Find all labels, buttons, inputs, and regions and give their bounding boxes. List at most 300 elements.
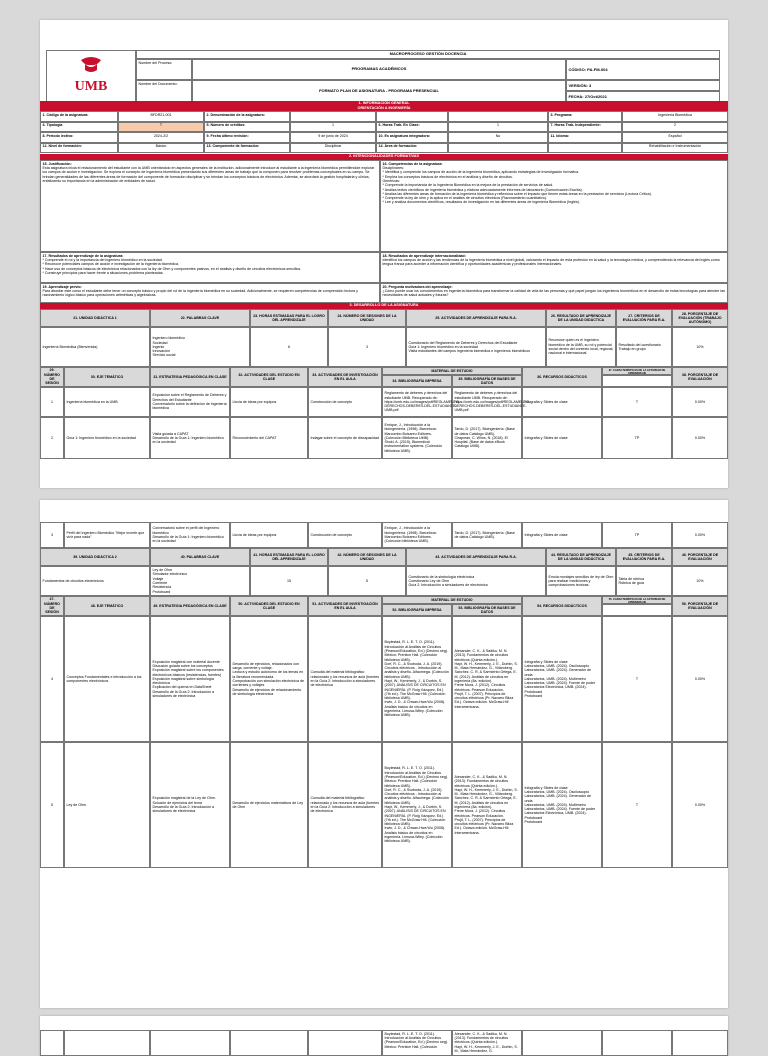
- session-row-4-inv-text: Consulta del material bibliográfico relacionado y los recursos de aula (fuentes en la Guía 2: Introducción a simuladores de electrónica: [310, 670, 380, 688]
- general-label-0-2-text: 2. Denominación de la asignatura:: [206, 112, 265, 117]
- justificacion-title: 15. Justificación:: [42, 161, 72, 166]
- unit1-cell-6: [616, 327, 672, 367]
- session1-header-2: [150, 367, 230, 387]
- session-row-2-act-text: Reconocimiento del CAPAT: [232, 435, 277, 440]
- session-row-1-rec-text: Infografía y Slides de clase: [524, 399, 568, 404]
- unit1-header-7: [672, 309, 728, 327]
- unit1-header-3: [328, 309, 406, 327]
- unit2-cell-4: [406, 566, 546, 596]
- competencias-title: 16. Competencias de la asignatura:: [382, 161, 443, 166]
- unit1-header-0-text: 21. UNIDAD DIDÁCTICA 1: [73, 315, 117, 320]
- session-row-3-inv: [308, 522, 382, 548]
- session2-header-0-text: 47. NÚMERO DE SESIÓN: [44, 597, 60, 615]
- general-label-3-2: [204, 143, 290, 154]
- session-row-5-bib-text: Boylestad, R. L. E. T. O. (2011). Introducción al Análisis de Circuitos (Pearson/Education, Ed.) (Decimo seg). México: Prentice Hall. (Colección biblioteca UMB). Dorf, R. C., & Svoboda, J. A. (2019). Circuitos eléctricos - Introducción al análisis y diseño. Alfaomega. (Colección biblioteca UMB). Hayt, W., Kemmerly, J., & Durbin, S. (2007). ANÁLISIS DE CIRCUITOS EN INGENIERÍA. (P. Roig Vázquez, Ed.) (7th ed.). The McGraw Hill. (Colección biblioteca UMB). Irwin, J. D., & Chwan-Hwa Wu (2008). Análisis básico de circuitos en ingeniería. Limusa-Wiley. (Colección biblioteca UMB).: [384, 766, 449, 844]
- umb-logo: [63, 56, 119, 96]
- general-value-2-1: [118, 132, 204, 143]
- general-value-2-1-text: 2024-2/2: [153, 133, 169, 138]
- session2-header-4: [308, 596, 382, 616]
- unit2-header-1: [150, 548, 250, 566]
- session-row-2-inv: [308, 417, 382, 459]
- unit2-cell-5: [546, 566, 616, 596]
- session2-header-8: [522, 596, 602, 616]
- unit1-header-4: [406, 309, 546, 327]
- session-row-2-estr: [150, 417, 230, 459]
- session-row-1-estr: [150, 387, 230, 417]
- general-value-3-1-text: Básico: [155, 144, 167, 149]
- apoyo-text: Para abordar este curso el estudiante debe tener un concepto básico y propio del rol de la ingeniería biomédica en su sociedad. Adicionalmente, se requieren competencias de comprensión lectora y razonamiento lógico básico para operaciones aritméticas y algebraicas.: [42, 289, 358, 298]
- general-label-3-2-text: 13. Componente de formación:: [206, 144, 260, 149]
- unit2-header-2-text: 41. HORAS ESTIMADAS PARA EL LOGRO DEL APRENDIZAJE: [253, 552, 325, 561]
- session2-header-material: [382, 596, 522, 604]
- unit2-cell-0: [40, 566, 150, 596]
- session1-header-9: [602, 367, 672, 375]
- general-value-3-3: [290, 143, 376, 154]
- session1-header-4-text: 33. ACTIVIDADES DE INVESTIGACIÓN EN EL AULA: [312, 372, 378, 381]
- session-row-5-eje-text: Ley de Ohm: [66, 802, 87, 807]
- internacionalidad-title: 18. Resultados de aprendizaje internacionalidad:: [382, 253, 466, 258]
- justificacion-text: Esta asignatura inicia el relacionamiento del estudiante con la UMB orientándolo en aspectos generales de la institución, adicionalmente introduce al estudiante a la ingeniería biomédica permitiéndole explorar los campos de acción e investigación. Se explora el concepto de Ingeniería biomédica presentando sus diferentes áreas de trabajo que la componen para resolver problemas conceptuales en su campo. Se brindan generalidades de las diferentes áreas de formación del componente de formación disciplinar y se brindan los conceptos básicos de electrónica. Además, se abordará la gestión hospitalaria y clínica, enfatizando su importancia en la administración de entidades de salud.: [42, 166, 375, 183]
- session2-header-9-text: 55. CARACTERÍSTICAS DE LA ACTIVIDAD DE APRENDIZAJE: [608, 597, 666, 604]
- session1-header-9-sub: [602, 375, 672, 387]
- general-value-2-5: [448, 132, 548, 143]
- session-row-6-act: [230, 1030, 308, 1056]
- unit1-cell-2: [250, 327, 328, 367]
- session-row-6-pct: [672, 1030, 728, 1056]
- session-row-4-act: [230, 616, 308, 742]
- session-row-4-n-text: 4: [51, 676, 53, 681]
- session-row-4-eje-text: Conceptos Fundamentales e introducción a los componentes electrónicos: [66, 674, 142, 683]
- unit2-header-row: [40, 548, 728, 566]
- session-row-6-estr: [150, 1030, 230, 1056]
- unit1-cell-5: [546, 327, 616, 367]
- session2-header-8-text: 54. RECURSOS DIDÁCTICOS: [537, 603, 587, 608]
- session-row-2-car-text: TP: [634, 435, 640, 440]
- session1-header-6-text: 34. BIBLIOGRAFÍA IMPRESA: [392, 378, 442, 383]
- session1-header-1-text: 30. EJE TEMÁTICO: [90, 374, 124, 379]
- session2-header-6: [382, 604, 452, 616]
- general-label-0-0: [40, 111, 118, 122]
- session-row-4-bdd: [452, 616, 522, 742]
- page-1: [40, 20, 728, 488]
- general-value-0-7-text: Ingeniería Biomédica: [658, 112, 692, 117]
- unit2-cell-1-text: Ley de Ohm Simulador electrónico Voltaje Corriente Resistencia Protoboard: [152, 568, 188, 594]
- unit1-data-row: [40, 327, 728, 367]
- general-label-2-4: [376, 132, 448, 143]
- session1-header-7: [452, 375, 522, 387]
- unit2-cell-3-text: 5: [366, 578, 368, 583]
- general-value-0-7: [622, 111, 728, 122]
- competencias-cell: [380, 160, 728, 252]
- unit2-cell-2-text: 15: [287, 578, 291, 583]
- unit1-header-2: [250, 309, 328, 327]
- unit2-header-5: [546, 548, 616, 566]
- internacionalidad-cell: [380, 252, 728, 283]
- general-value-2-3-text: 9 de junio de 2024: [318, 133, 348, 138]
- session-row-6-bib-text: Boylestad, R. L. E. T. O. (2011). Introducción al Análisis de Circuitos (Pearson/Education, Ed.) (Decimo seg). México: Prentice Hall. (Colección: [384, 1031, 449, 1049]
- general-value-0-1-text: BFDR21-001: [150, 112, 172, 117]
- pregunta-title: 20. Pregunta motivadora del aprendizaje:: [382, 284, 453, 289]
- session2-header-10: [672, 596, 728, 616]
- session2-header-2-text: 49. ESTRATEGIA PEDAGÓGICA EN CLASE: [153, 603, 227, 608]
- general-label-2-6: [548, 132, 622, 143]
- session2-header-7-text: 53. BIBLIOGRAFÍA DE BASES DE DATOS: [458, 605, 516, 614]
- session-row-5-act-text: Desarrollo de ejercicios matemáticos de Ley de Ohm: [232, 800, 304, 809]
- session-row-2-n-text: 2: [51, 435, 53, 440]
- unit2-header-7: [672, 548, 728, 566]
- session-row-3-bib-text: Enrique, J., Introducción a la bioingeniería. (1998). Barcelona: Marcombo Boixareu Editores. (Colección biblioteca UMB).: [384, 526, 437, 544]
- session1-header-8-text: 36. RECURSOS DIDÁCTICOS: [537, 374, 587, 379]
- session-row-3-pct-text: 0.00%: [694, 532, 706, 537]
- session-row-3-bdd: [452, 522, 522, 548]
- session-row-2-bib-text: Enrique, J., Introducción a la bioingeniería. (1998). Barcelona: Marcombo Boixareu Editores. (Colección Biblioteca UMB). Shukl, A. (2015), Biomedical instrumentation systems. (Colección biblioteca UMB).: [384, 422, 443, 453]
- session1-header-7-text: 35. BIBLIOGRAFÍA DE BASES DE DATOS: [458, 376, 516, 385]
- session-row-1-inv-text: Construcción de concepto: [310, 399, 353, 404]
- unit2-header-6-text: 45. CRITERIOS DE EVALUACIÓN PARA R.A.: [622, 552, 666, 561]
- session-row-2-rec: [522, 417, 602, 459]
- general-label-2-0-text: 8. Periodo lectivo:: [42, 133, 74, 138]
- unit2-cell-1: [150, 566, 250, 596]
- general-value-2-7: [622, 132, 728, 143]
- proceso-label: Nombre del Proceso:: [136, 59, 192, 80]
- general-label-1-4: [376, 122, 448, 133]
- unit2-cell-6: [616, 566, 672, 596]
- general-label-3-4-text: 14. Área de formación:: [378, 144, 418, 149]
- session-row-1-eje: [64, 387, 150, 417]
- general-banner-text: 1. INFORMACIÓN GENERAL: [358, 101, 410, 105]
- unit1-cell-1: [150, 327, 250, 367]
- general-label-1-2-text: 5. Número de créditos:: [206, 123, 246, 128]
- unit1-cell-4: [406, 327, 546, 367]
- session-row-2-rec-text: Infografía y Slides de clase: [524, 435, 568, 440]
- session-row-1-bib-text: Reglamento de deberes y derechos del estudiante UMB. Recuperado de: https://umb.edu.co/images/pdf/REGLAMENTO-DERECHOS-DEBERES-DEL-ESTUDIANTE-UMB.pdf: [384, 391, 460, 413]
- session2-header-2: [150, 596, 230, 616]
- apoyo-title: 19. Aprendizaje previo:: [42, 284, 82, 289]
- general-value-2-3: [290, 132, 376, 143]
- unit1-cell-3-text: 3: [366, 344, 368, 349]
- session1-header-10-text: 38. PORCENTAJE DE EVALUACIÓN: [681, 372, 719, 381]
- session2-header-9-sub: [602, 604, 672, 616]
- general-label-2-2-text: 9. Fecha último revisión:: [206, 133, 249, 138]
- session2-header-1-text: 48. EJE TEMÁTICO: [90, 603, 124, 608]
- pregunta-cell: [380, 283, 728, 303]
- session-row-5-bdd: [452, 742, 522, 868]
- session-row-5-estr-text: Exposición magistral de la Ley de Ohm. Solución de ejercicios del tema Desarrollo de la Guía 2: Introducción a simuladores de electrónica: [152, 796, 216, 814]
- session1-header-10: [672, 367, 728, 387]
- session-row-3-n-text: 3: [51, 532, 53, 537]
- session2-header-row: [40, 596, 728, 616]
- internacionalidad-text: Identifica los campos de acción y las tendencias de la ingeniería biomédica a nivel global, valorando el impacto de esta profesión en la salud y la tecnología médica, y comprendiendo la relevancia del inglés como lengua franca para acceder a información científica y oportunidades académicas y profesionales internacionales.: [382, 258, 720, 267]
- session2-header-10-text: 56. PORCENTAJE DE EVALUACIÓN: [681, 601, 719, 610]
- session-row-5-bdd-text: Alexander, C. K., & Sadiku, M. N. (2013). Fundamentos de circuitos eléctricos (Quinta edición.). Hayt, W. H., Kemmerly, J. E., Durbin, S. M., Mata Hernández, G., Villaroberg. Sánchez, C. R. & Sarmiento Ortega, E. M. (2012). Análisis de circuitos en ingeniería (8a. edición). Freire Mora, J. (2012). Circuitos eléctricos. Pearson Educación. Prujit, T. L. (2007). Principios de circuitos eléctricos (Pr. Navarro Bitza Ed.). Octava edición. McGraw-Hill Interamericana.: [454, 774, 518, 835]
- session-row-6-eje: [64, 1030, 150, 1056]
- documento-value-text: FORMATO PLAN DE ASIGNATURA - PROGRAMA PRESENCIAL: [319, 87, 439, 93]
- unit1-cell-1-text: Ingeniero biomédico Sociedad Ingenio Innovación Servicio social: [152, 336, 185, 358]
- session-row-5-inv: [308, 742, 382, 868]
- unit2-header-3: [328, 548, 406, 566]
- unit1-header-2-text: 23. HORAS ESTIMADAS PARA EL LOGRO DEL APRENDIZAJE: [253, 313, 325, 322]
- unit2-header-6: [616, 548, 672, 566]
- macroproceso-title: MACROPROCESO GESTIÓN DOCENCIA: [136, 50, 720, 59]
- session-row-6-bdd-text: Alexander, C. K., & Sadiku, M. N. (2013). Fundamentos de circuitos eléctricos (Quinta edición.). Hayt, W. H., Kemmerly, J. E., Durbin, S. M., Mata Hernández, G.: [454, 1031, 518, 1053]
- session1-header-0: [40, 367, 64, 387]
- unit1-header-7-text: 28. PORCENTAJE DE EVALUACIÓN (TRABAJO AUTÓNOMO): [678, 311, 722, 325]
- unit2-cell-7-text: 10%: [696, 578, 704, 583]
- session6-row-partial: [40, 1030, 728, 1056]
- general-label-3-0: [40, 143, 118, 154]
- session-row-5-act: [230, 742, 308, 868]
- session-row-4-eje: [64, 616, 150, 742]
- session-row-4-car-text: T: [635, 676, 639, 681]
- documento-value: [192, 80, 566, 102]
- general-label-1-2: [204, 122, 290, 133]
- session-row-3-act-text: Lluvia de ideas por equipos: [232, 532, 277, 537]
- unit1-cell-5-text: Reconoce quién es el ingeniero biomédico de la UMB, su rol y potencial social dentro del contexto local, regional, nacional e internacional.: [548, 338, 614, 356]
- general-value-0-3: [290, 111, 376, 122]
- general-label-1-6: [548, 122, 622, 133]
- session1-header-8: [522, 367, 602, 387]
- session-row-3-estr-text: Conversatorio sobre el perfil del Ingeniero biomédico Desarrollo de la Guía 1: Ingeniero biomédico en la sociedad: [152, 526, 224, 544]
- session-row-2-eje: [64, 417, 150, 459]
- general-value-3-1: [118, 143, 204, 154]
- session1-header-0-text: 29. NÚMERO DE SESIÓN: [44, 368, 60, 386]
- session-row-1-n-text: 1: [51, 399, 53, 404]
- general-label-2-2: [204, 132, 290, 143]
- session1-header-2-text: 31. ESTRATEGIA PEDAGÓGICA EN CLASE: [153, 374, 227, 379]
- general-value-2-5-text: No: [495, 133, 501, 138]
- unit2-cell-3: [328, 566, 406, 596]
- session-row-4-bib-text: Boylestad, R. L. E. T. O. (2011). Introducción al Análisis de Circuitos (Pearson/Education, Ed.) (Decimo seg). México: Prentice Hall. (Colección biblioteca UMB). Dorf, R. C., & Svoboda, J. A. (2019). Circuitos eléctricos - Introducción al análisis y diseño. Alfaomega. (Colección biblioteca UMB). Hayt, W., Kemmerly, J., & Durbin, S. (2007). ANÁLISIS DE CIRCUITOS EN INGENIERÍA. (P. Roig Vázquez, Ed.) (7th ed.). The McGraw Hill. (Colección biblioteca UMB). Irwin, J. D., & Chwan-Hwa Wu (2008). Análisis básico de circuitos en ingeniería. Limusa-Wiley. (Colección biblioteca UMB).: [384, 640, 449, 718]
- unit2-header-4-text: 43. ACTIVIDADES DE APRENDIZAJE PARA R.A.: [435, 554, 517, 559]
- general-value-1-3: [290, 122, 376, 133]
- session-row-2-pct: [672, 417, 728, 459]
- session-row-2-pct-text: 0.00%: [694, 435, 706, 440]
- version: VERSIÓN: 3: [566, 80, 720, 91]
- general-label-0-0-text: 1. Código de la asignatura:: [42, 112, 89, 117]
- general-label-1-0: [40, 122, 118, 133]
- general-label-2-0: [40, 132, 118, 143]
- session-row-3-eje-text: Perfil del Ingeniero Biomédico "Mejor invertir que vivir para nada": [66, 530, 145, 539]
- session2-header-1: [64, 596, 150, 616]
- logo-text: UMB: [74, 79, 108, 94]
- general-value-3-3-text: Disciplinar: [324, 144, 342, 149]
- session-row-1-pct: [672, 387, 728, 417]
- session1-header-material-text: MATERIAL DE ESTUDIO: [431, 368, 473, 373]
- session-row-2-act: [230, 417, 308, 459]
- general-value-1-5-text: 1: [497, 123, 499, 128]
- session-row-4-bdd-text: Alexander, C. K., & Sadiku, M. N. (2013). Fundamentos de circuitos eléctricos (Quinta edición.). Hayt, W. H., Kemmerly, J. E., Durbin, S. M., Mata Hernández, G., Villaroberg. Sánchez, C. R. & Sarmiento Ortega, E. M. (2012). Análisis de circuitos en ingeniería (8a. edición). Freire Mora, J. (2012). Circuitos eléctricos. Pearson Educación. Prujit, T. L. (2007). Principios de circuitos eléctricos (Pr. Navarro Bitza Ed.). Octava edición. McGraw-Hill Interamericana.: [454, 648, 518, 709]
- session-row-3-bib: [382, 522, 452, 548]
- general-value-0-5: [448, 111, 548, 122]
- session-row-3-n: [40, 522, 64, 548]
- session2-header-4-text: 51. ACTIVIDADES DE INVESTIGACIÓN EN EL AULA: [312, 601, 378, 610]
- general-label-3-4: [376, 143, 448, 154]
- unit1-header-4-text: 25. ACTIVIDADES DE APRENDIZAJE PARA R.A.: [435, 315, 517, 320]
- session2-header-material-text: MATERIAL DE ESTUDIO: [431, 597, 473, 602]
- unit2-cell-5-text: Emula montajes sencillos de ley de Ohm para realizar mediciones y comprobaciones teóricas.: [548, 574, 614, 588]
- session-row-5-pct-text: 0.00%: [694, 802, 706, 807]
- general-label-0-6-text: 3. Programa:: [550, 112, 573, 117]
- session-row-1-act: [230, 387, 308, 417]
- unit1-cell-3: [328, 327, 406, 367]
- session-row-4-estr-text: Exposición magistral con material docente Discusión guiada sobre los conceptos Exposición magistral sobre los componentes electrónicos básicos (resistencias, fuentes) Exposición magistral sobre simbología electrónica Explicación del quema en DataSheet Desarrollo de la Guía 2: Introducción a simuladores de electrónica: [152, 659, 224, 699]
- session-row-3-rec-text: Infografía y Slides de clase: [524, 532, 568, 537]
- session2-header-9: [602, 596, 672, 604]
- session-row-3-inv-text: Construcción de concepto: [310, 532, 353, 537]
- session-row-5-inv-text: Consulta del material bibliográfico relacionado y los recursos de aula (fuentes en la Guía 2: Introducción a simuladores de electrónica: [310, 796, 380, 814]
- session-row-1-pct-text: 0.00%: [694, 399, 706, 404]
- resultados-text: * Comprende el rol y la importancia del ingeniero biomédico en la sociedad. * Reconoce potenciales campos de acción e investigación de la ingeniería biomédica. * Hace uso de conceptos básicos de electrónica relacionados con la ley de Ohm y componentes pasivos, en el análisis y diseño de circuitos electrónicos sencillos. * Construye principios para hacer frente a situaciones-problema planteadas.: [42, 258, 302, 275]
- session-row-6-inv: [308, 1030, 382, 1056]
- session2-header-3-text: 50. ACTIVIDADES DEL ESTUDIO EN CLASE: [238, 601, 300, 610]
- session-row-6-bib: [382, 1030, 452, 1056]
- session-row-4-pct-text: 0.00%: [694, 676, 706, 681]
- general-value-1-1-text: T: [159, 123, 163, 128]
- session-row-1-inv: [308, 387, 382, 417]
- unit1-header-1: [150, 309, 250, 327]
- unit1-cell-0: [40, 327, 150, 367]
- session-row-5-bib: [382, 742, 452, 868]
- general-value-1-5: [448, 122, 548, 133]
- session1-header-3-text: 32. ACTIVIDADES DEL ESTUDIO EN CLASE: [238, 372, 300, 381]
- fecha: FECHA: 27/Oct/2021: [566, 91, 720, 102]
- session-row-1-car: [602, 387, 672, 417]
- general-label-0-6: [548, 111, 622, 122]
- session-row-2-n: [40, 417, 64, 459]
- session-row-4-n: [40, 616, 64, 742]
- session-row-5-pct: [672, 742, 728, 868]
- session-row-4-car: [602, 616, 672, 742]
- session-row-3-car: [602, 522, 672, 548]
- session2-header-3: [230, 596, 308, 616]
- general-label-1-6-text: 7. Horas Trab. Independiente:: [550, 123, 601, 128]
- unit1-header-0: [40, 309, 150, 327]
- unit1-cell-2-text: 6: [288, 344, 290, 349]
- session1-header-1: [64, 367, 150, 387]
- orientacion-text: ORIENTACIÓN A INGENIERÍA: [357, 106, 411, 110]
- resultados-title: 17. Resultados de aprendizaje de la asignatura:: [42, 253, 124, 258]
- pregunta-text: ¿Cómo puede usar los conocimientos en ingeniería biomédica para transformar la calidad de vida de las personas y qué papel juegan los ingenieros biomédicos en el desarrollo de estas tecnologías para atender las necesidades de salud actuales y futuras?: [382, 289, 725, 298]
- general-value-1-3-text: 1: [332, 123, 334, 128]
- proceso-value-text: PROGRAMAS ACADÉMICOS: [351, 66, 407, 72]
- session-row-3-car-text: TP: [634, 532, 640, 537]
- unit2-header-4: [406, 548, 546, 566]
- general-label-1-0-text: 4. Tipología: [42, 123, 63, 128]
- resultados-cell: [40, 252, 380, 283]
- unit1-header-3-text: 24. NÚMERO DE SESIONES DE LA UNIDAD: [337, 313, 397, 322]
- session2-header-0: [40, 596, 64, 616]
- unit1-cell-6-text: Resultado del cuestionario Trabajo en grupo: [618, 342, 661, 351]
- unit2-cell-7: [672, 566, 728, 596]
- session-row-1-bdd: [452, 387, 530, 417]
- unit2-cell-0-text: Fundamentos de circuitos electrónicos: [42, 578, 104, 583]
- session-row-5-rec-text: Infografía y Slides de clase Laboratorios, UMB. (2024). Osciloscopio Laboratorios, UMB. (2024). Generador de onda Laboratorios, UMB. (2024). Multímetro Laboratorios, UMB. (2024). Fuente de poder Laboratorios Electrónica, UMB. (2024). Protoboard Protoboard: [524, 785, 596, 825]
- unit2-header-0: [40, 548, 150, 566]
- session1-header-4: [308, 367, 382, 387]
- general-value-1-7-text: 2: [674, 123, 676, 128]
- session-row-6-bdd: [452, 1030, 522, 1056]
- unit2-data-row: [40, 566, 728, 596]
- competencias-text: Disciplinares: * Identifica y comprende los campos de acción de la ingeniería biomédica, aplicando estrategias de investigación formativa. * Emplea los conceptos básicos de electrónica en el análisis y diseño de circuitos. Genéricas: * Comprende la importancia de la Ingeniería Biomédica en la mejora de la prestación de servicios de salud. * Analiza textos científicos de ingeniería biomédica y elabora adecuadamente informes de laboratorio (Comunicación Escrita). * Analiza las diferentes áreas de formación de la ingeniería biomédica y reflexiona sobre el impacto que tienen estas áreas en la prestación de servicios (Lectura Crítica). * Comprende la ley de ohm y la aplica en el análisis de circuitos eléctricos (Razonamiento cuantitativo). * Lee y analiza documentos científicos, resultados de investigación en las diferentes áreas de ingeniería Biomédica (Inglés).: [382, 166, 652, 205]
- general-value-0-1: [118, 111, 204, 122]
- session-row-6-n: [40, 1030, 64, 1056]
- session1-header-3: [230, 367, 308, 387]
- page-3: [40, 1016, 728, 1056]
- session-row-1-car-text: T: [635, 399, 639, 404]
- session-row-3-act: [230, 522, 308, 548]
- session2-header-6-text: 52. BIBLIOGRAFÍA IMPRESA: [392, 607, 442, 612]
- desarrollo-banner-text: 3. DESARROLLO DE LA ASIGNATURA: [349, 303, 419, 307]
- session-row-5-estr: [150, 742, 230, 868]
- general-value-3-7: [622, 143, 728, 154]
- session1-header-material: [382, 367, 522, 375]
- unit1-cell-4-text: Cuestionario del Reglamento de Deberes y Derechos del Estudiante Guía 1: Ingeniero biomédico en la sociedad Visita estudiantes del campus ingeniería biomédica e ingenieros biomédicos: [408, 340, 530, 354]
- general-value-1-7: [622, 122, 728, 133]
- session1-header-row: [40, 367, 728, 387]
- session-row-6-car: [602, 1030, 672, 1056]
- session-row-5-car: [602, 742, 672, 868]
- session-row-1-act-text: Lluvia de ideas por equipos: [232, 399, 277, 404]
- session-row-1-bib: [382, 387, 460, 417]
- general-value-1-1: [118, 122, 204, 133]
- session-row-6-rec: [522, 1030, 602, 1056]
- general-value-3-7-text: Rehabilitación e Instrumentación: [648, 144, 702, 149]
- session-row-2-bdd: [452, 417, 522, 459]
- session-row-4-rec-text: Infografía y Slides de clase Laboratorios, UMB. (2024). Osciloscopio Laboratorios, UMB. (2024). Generador de onda Laboratorios, UMB. (2024). Multímetro Laboratorios, UMB. (2024). Fuente de poder Laboratorios Electrónica, UMB. (2024). Protoboard Protoboard: [524, 659, 596, 699]
- general-label-3-0-text: 12. Nivel de formación:: [42, 144, 82, 149]
- session-row-3-estr: [150, 522, 230, 548]
- session1-header-6: [382, 375, 452, 387]
- session-row-4-act-text: Desarrollo de ejercicios, relacionados con carga, corriente y voltaje. Lectura y estudio autónomo de los temas en la literatura recomendada. Comprobación con simulación electrónica de corrientes y voltajes Desarrollo de ejercicios de relacionamiento de simbología electrónica: [232, 661, 305, 696]
- session-row-3-rec: [522, 522, 602, 548]
- general-label-0-2: [204, 111, 290, 122]
- unit1-header-5-text: 26. RESULTADO DE APRENDIZAJE DE LA UNIDAD DIDÁCTICA: [550, 313, 612, 322]
- general-value-3-5: [448, 143, 548, 154]
- unit2-header-3-text: 42. NÚMERO DE SESIONES DE LA UNIDAD: [337, 552, 397, 561]
- general-label-1-4-text: 6. Horas Trab. En Clase:: [378, 123, 420, 128]
- session-row-2-inv-text: Indagar sobre el concepto de discapacidad: [310, 435, 380, 440]
- session-row-4-inv: [308, 616, 382, 742]
- unit1-cell-7: [672, 327, 728, 367]
- session-row-2-bib: [382, 417, 452, 459]
- session-row-3-eje: [64, 522, 150, 548]
- session-row-1-rec: [522, 387, 602, 417]
- general-label-2-6-text: 11. Idioma:: [550, 133, 570, 138]
- unit1-header-6: [616, 309, 672, 327]
- unit2-header-2: [250, 548, 328, 566]
- session-row-5-car-text: T: [635, 802, 639, 807]
- unit1-header-5: [546, 309, 616, 327]
- session2-header-7: [452, 604, 522, 616]
- session-row-5-rec: [522, 742, 602, 868]
- session-row-5-n: [40, 742, 64, 868]
- session-row-3-pct: [672, 522, 728, 548]
- logo-cell: [46, 50, 136, 102]
- apoyo-cell: [40, 283, 380, 303]
- unit1-header-1-text: 22. PALABRAS CLAVE: [180, 315, 220, 320]
- justificacion-cell: [40, 160, 380, 252]
- documento-label: Nombre del Documento:: [136, 80, 192, 102]
- unit2-header-1-text: 40. PALABRAS CLAVE: [180, 554, 220, 559]
- session1-header-9-text: 37. CARACTERÍSTICAS DE LA ACTIVIDAD DE APRENDIZAJE: [608, 368, 666, 375]
- unit2-header-5-text: 44. RESULTADO DE APRENDIZAJE DE LA UNIDAD DIDÁCTICA: [550, 552, 612, 561]
- general-label-3-6: [548, 143, 622, 154]
- proceso-value: [192, 59, 566, 80]
- session-row-4-pct: [672, 616, 728, 742]
- session-row-2-eje-text: Guía 1: Ingeniero biomédico en la sociedad: [66, 435, 136, 440]
- unit2-header-7-text: 46. PORCENTAJE DE EVALUACIÓN: [681, 552, 719, 561]
- session-row-4-estr: [150, 616, 230, 742]
